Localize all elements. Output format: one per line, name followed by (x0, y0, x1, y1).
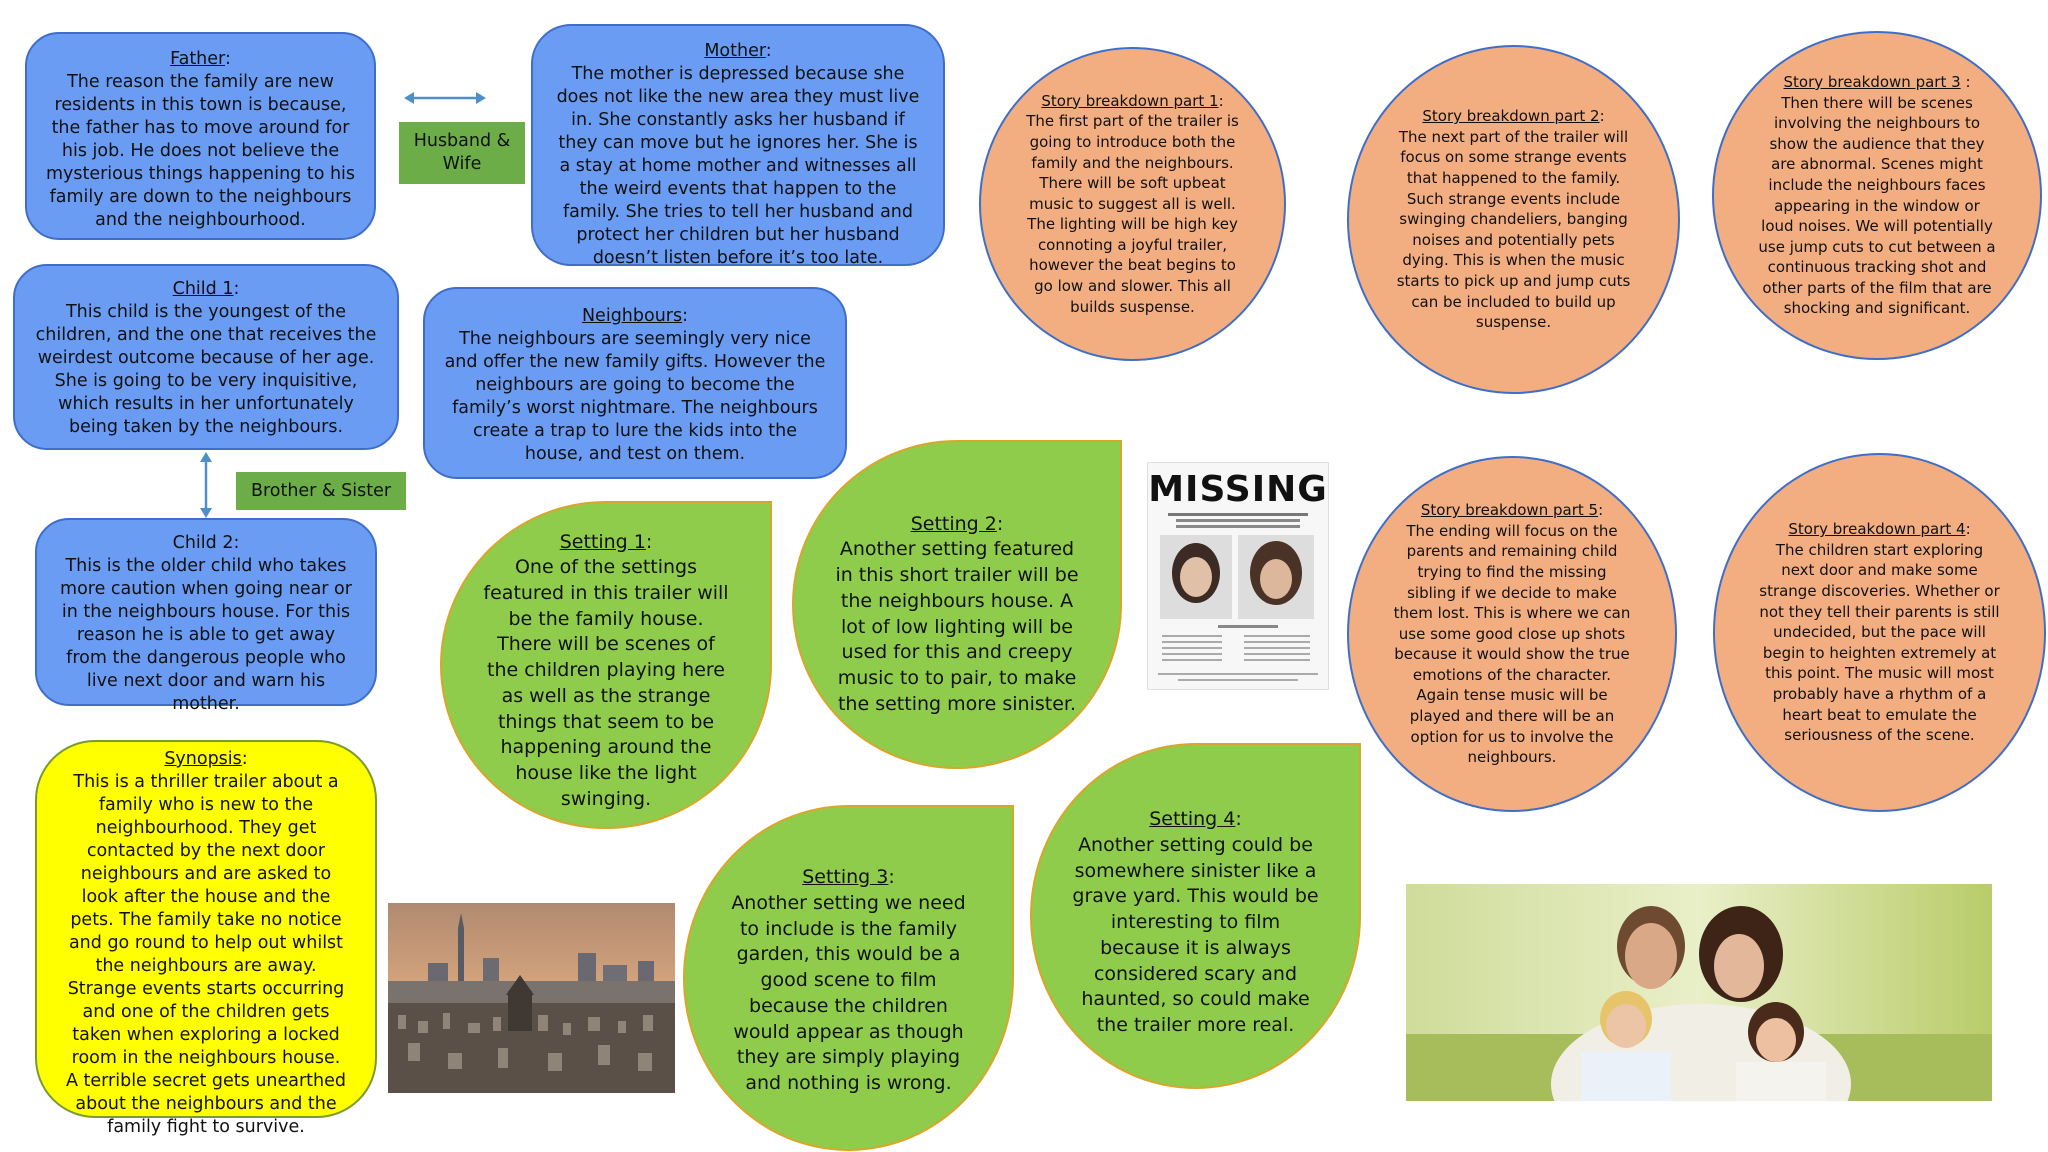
story-part-4-description: The children start exploring next door and make some strange discoveries. Whether or not they tell their parents is still undecided, but the pace will begin to heighten extremely at this point. The music will most probably have a rhythm of a heart beat to emulate the seriousness of the scene. (1759, 540, 2000, 745)
setting-1-description: One of the settings featured in this trailer will be the family house. There will be scenes of the children playing here as well as the strange things that seem to be happening around the house like the light swinging. (483, 556, 729, 810)
missing-heading: MISSING (1148, 469, 1328, 510)
setting-3-leaf: Setting 3: Another setting we need to include is the family garden, this would be a good scene to film because the children would appear as though they are simply playing and nothing is wrong. (683, 805, 1014, 1151)
story-part-3-description: Then there will be scenes involving the neighbours to show the audience that they are abnormal. Scenes might include the neighbours faces appearing in the window or loud noises. We will potentially use jump cuts to cut between a continuous tracking shot and other parts of the film that are shocking and significant. (1758, 93, 1996, 318)
child2-description: This is the older child who takes more caution when going near or in the neighbours house. For this reason he is able to get away from the dangerous people who live next door and warn his mother. (60, 556, 352, 714)
setting-4-title: Setting 4 (1149, 808, 1236, 831)
synopsis-box: Synopsis: This is a thriller trailer about a family who is new to the neighbourhood. They get contacted by the next door neighbours and are asked to look after the house and the pets. The family take no notice and go round to help out whilst the neighbours are away. Strange events starts occurring and one of the children gets taken when exploring a locked room in the neighbours house. A terrible secret gets unearthed about the neighbours and the family fight to survive. (35, 740, 377, 1118)
story-part-1-circle: Story breakdown part 1: The first part of the trailer is going to introduce both the family and the neighbours. There will be soft upbeat music to suggest all is well. The lighting will be high key connoting a joyful trailer, however the beat begins to go low and slower. This all builds suspense. (979, 47, 1286, 361)
child1-box: Child 1: This child is the youngest of the children, and the one that receives the weirdest outcome because of her age. She is going to be very inquisitive, which results in her unfortunately being taken by the neighbours. (13, 264, 399, 450)
missing-poster (1147, 462, 1329, 690)
story-part-3-circle: Story breakdown part 3 : Then there will be scenes involving the neighbours to show the audience that they are abnormal. Scenes might include the neighbours faces appearing in the window or loud noises. We will potentially use jump cuts to cut between a continuous tracking shot and other parts of the film that are shocking and significant. (1712, 31, 2042, 360)
husband-wife-tag (399, 122, 525, 184)
setting-2-description: Another setting featured in this short trailer will be the neighbours house. A lot of low lighting will be used for this and creepy music to to pair, to make the setting more sinister. (835, 538, 1079, 715)
child1-description: This child is the youngest of the children, and the one that receives the weirdest outcome because of her age. She is going to be very inquisitive, which results in her unfortunately being taken by the neighbours. (35, 302, 377, 437)
setting-2-leaf: Setting 2: Another setting featured in this short trailer will be the neighbours house. A lot of low lighting will be used for this and creepy music to to pair, to make the setting more sinister. (792, 440, 1122, 769)
story-part-1-title: Story breakdown part 1 (1041, 91, 1219, 110)
husband-wife-arrow (404, 88, 486, 108)
brother-sister-arrow (196, 452, 216, 518)
neighbours-title: Neighbours (581, 306, 683, 326)
family-photo (1406, 884, 1992, 1101)
brother-sister-label: Brother & Sister (250, 480, 392, 501)
brother-sister-tag (236, 472, 406, 510)
story-part-4-circle: Story breakdown part 4: The children start exploring next door and make some strange discoveries. Whether or not they tell their parents is still undecided, but the pace will begin to heighten extremely at this point. The music will most probably have a rhythm of a heart beat to emulate the seriousness of the scene. (1713, 453, 2046, 812)
story-part-5-title: Story breakdown part 5 (1420, 501, 1599, 520)
story-part-1-description: The first part of the trailer is going to introduce both the family and the neighbours. There will be soft upbeat music to suggest all is well. The lighting will be high key connoting a joyful trailer, however the beat begins to go low and slower. This all builds suspense. (1026, 112, 1239, 316)
neighbours-box: Neighbours: The neighbours are seemingly very nice and offer the new family gifts. However the neighbours are going to become the family’s worst nightmare. The neighbours create a trap to lure the kids into the house, and test on them. (423, 287, 847, 479)
setting-4-leaf: Setting 4: Another setting could be somewhere sinister like a grave yard. This would be interesting to film because it is always considered scary and haunted, so could make the trailer more real. (1030, 743, 1361, 1089)
husband-wife-label: Husband & Wife (413, 131, 511, 174)
father-description: The reason the family are new residents in this town is because, the father has to move around for his job. He does not believe the mysterious things happening to his family are down to the neighbours and the neighbourhood. (45, 72, 356, 230)
father-box: Father: The reason the family are new residents in this town is because, the father has to move around for his job. He does not believe the mysterious things happening to his family are down to the neighbours and the neighbourhood. (25, 32, 376, 240)
story-part-2-circle: Story breakdown part 2: The next part of the trailer will focus on some strange events that happened to the family. Such strange events include swinging chandeliers, banging noises and potentially pets dying. This is when the music starts to pick up and jump cuts can be included to build up suspense. (1347, 45, 1680, 394)
setting-3-description: Another setting we need to include is the family garden, this would be a good scene to film because the children would appear as though they are simply playing and nothing is wrong. (731, 892, 966, 1094)
child2-box: Child 2: This is the older child who takes more caution when going near or in the neighbours house. For this reason he is able to get away from the dangerous people who live next door and warn his mother. (35, 518, 377, 706)
story-part-5-circle: Story breakdown part 5: The ending will focus on the parents and remaining child trying to find the missing sibling if we decide to make them lost. This is where we can use some good close up shots because it would show the true emotions of the character. Again tense music will be played and there will be an option for us to involve the neighbours. (1347, 456, 1677, 812)
mother-title: Mother (704, 41, 766, 61)
setting-1-title: Setting 1 (559, 530, 646, 553)
synopsis-description: This is a thriller trailer about a family who is new to the neighbourhood. They get contacted by the next door neighbours and are asked to look after the house and the pets. The family take no notice and go round to help out whilst the neighbours are away. Strange events starts occurring and one of the children gets taken when exploring a locked room in the neighbours house. A terrible secret gets unearthed about the neighbours and the family fight to survive. (65, 772, 347, 1137)
synopsis-title: Synopsis (164, 749, 242, 769)
story-part-3-title: Story breakdown part 3 (1783, 72, 1961, 91)
story-part-5-description: The ending will focus on the parents and remaining child trying to find the missing sibling if we decide to make them lost. This is where we can use some good close up shots because it would show the true emotions of the character. Again tense music will be played and there will be an option for us to involve the neighbours. (1393, 521, 1631, 767)
setting-3-title: Setting 3 (802, 866, 889, 889)
father-title: Father (170, 49, 225, 69)
mother-box: Mother: The mother is depressed because she does not like the new area they must live in. She constantly asks her husband if they can move but he ignores her. She is a stay at home mother and witnesses all the weird events that happen to the family. She tries to tell her husband and protect her children but her husband doesn’t listen before it’s too late. (531, 24, 945, 266)
story-part-2-title: Story breakdown part 2 (1422, 107, 1600, 126)
graveyard-city-photo (388, 903, 675, 1093)
story-part-2-description: The next part of the trailer will focus on some strange events that happened to the family. Such strange events include swinging chandeliers, banging noises and potentially pets dying. This is when the music starts to pick up and jump cuts can be included to build up suspense. (1396, 127, 1631, 332)
child1-title: Child 1 (172, 279, 234, 299)
child2-title: Child 2 (172, 533, 234, 553)
story-part-4-title: Story breakdown part 4 (1788, 520, 1966, 539)
setting-1-leaf: Setting 1: One of the settings featured in this trailer will be the family house. There will be scenes of the children playing here as well as the strange things that seem to be happening around the house like the light swinging. (440, 501, 772, 829)
neighbours-description: The neighbours are seemingly very nice and offer the new family gifts. However the neighbours are going to become the family’s worst nightmare. The neighbours create a trap to lure the kids into the house, and test on them. (444, 329, 826, 464)
setting-2-title: Setting 2 (910, 512, 997, 535)
setting-4-description: Another setting could be somewhere sinister like a grave yard. This would be interesting to film because it is always considered scary and haunted, so could make the trailer more real. (1072, 834, 1319, 1036)
mother-description: The mother is depressed because she does not like the new area they must live in. She constantly asks her husband if they can move but he ignores her. She is a stay at home mother and witnesses all the weird events that happen to the family. She tries to tell her husband and protect her children but her husband doesn’t listen before it’s too late. (556, 64, 920, 268)
